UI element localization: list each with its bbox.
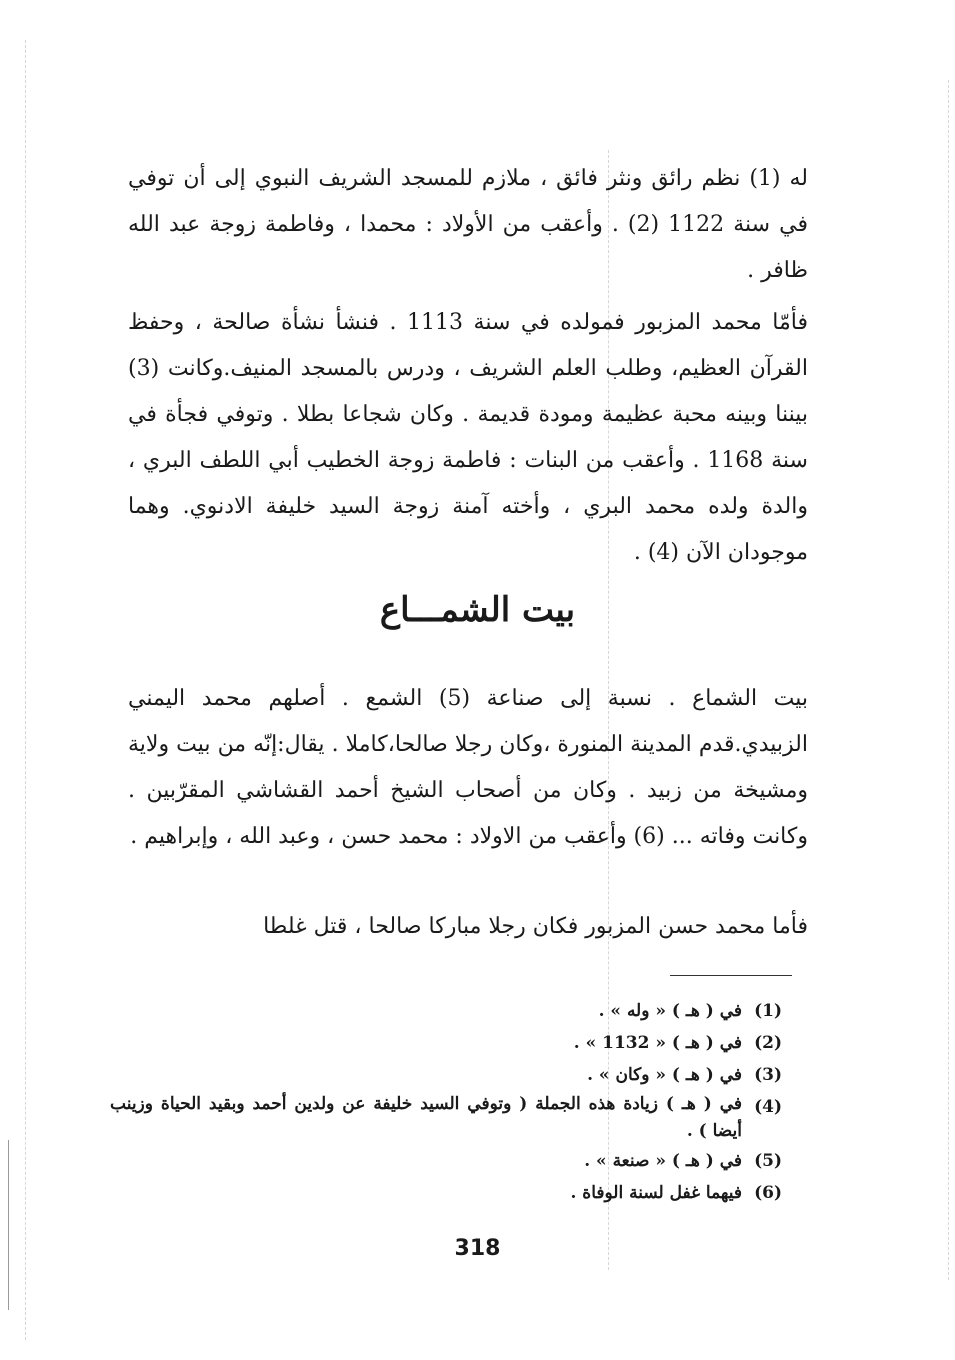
scan-edge-mark — [8, 1140, 9, 1310]
opening-paragraph — [128, 156, 808, 294]
footnote — [110, 1145, 782, 1177]
section-body-continued — [128, 904, 808, 950]
footnote-number: (1) — [754, 1001, 782, 1021]
footnote-text: في ( هـ ) « وله » . — [598, 1001, 742, 1021]
footnote-separator — [670, 975, 792, 976]
paragraph-2: فأمّا محمد المزبور فمولده في سنة 1113 . فنشأ نشأة صالحة ، وحفظ القرآن العظيم، وطلب العلم الشريف ، ودرس بالمسجد المنيف.وكانت (3) بيننا وبينه محبة عظيمة ومودة قديمة . وكان شجاعا بطلا . وتوفي فجأة في سنة 1168 . وأعقب من البنات : فاطمة زوجة الخطيب أبي اللطف البري ، والدة ولده محمد البري ، وأخته آمنة زوجة السيد خليفة الادنوي. وهما موجودان الآن (4) . — [128, 310, 808, 565]
footnote — [110, 1059, 782, 1091]
section-heading: بيت الشمـــاع — [379, 590, 576, 630]
footnote — [110, 1027, 782, 1059]
footnote — [110, 1177, 782, 1209]
footnote-text: في ( هـ ) زيادة هذه الجملة ( وتوفي السيد خليفة عن ولدين أحمد وبقيد الحياة وزينب أيضا ) . — [110, 1094, 742, 1141]
footnote-number: (5) — [754, 1151, 782, 1171]
footnote — [110, 1091, 782, 1145]
paragraph-1: له (1) نظم رائق ونثر فائق ، ملازم للمسجد الشريف النبوي إلى أن توفي في سنة 1122 (2) . وأعقب من الأولاد : محمدا ، وفاطمة زوجة عبد الله ظافر . — [128, 166, 808, 283]
page-number: 318 — [454, 1236, 501, 1261]
binding-guide-line — [25, 40, 26, 1340]
footnote-number: (2) — [754, 1033, 782, 1053]
footnote-number: (4) — [754, 1097, 782, 1117]
footnote — [110, 995, 782, 1027]
footnote-text: فيهما غفل لسنة الوفاة . — [570, 1183, 742, 1203]
section-paragraph-1: بيت الشماع . نسبة إلى صناعة (5) الشمع . أصلهم محمد اليمني الزبيدي.قدم المدينة المنورة ،وكان رجلا صالحا،كاملا . يقال:إنّه من بيت ولاية ومشيخة من زبيد . وكان من أصحاب الشيخ أحمد القشاشي المقرّبين . وكانت وفاته ... (6) وأعقب من الاولاد : محمد حسن ، وعبد الله ، وإبراهيم . — [128, 686, 808, 849]
footnote-text: في ( هـ ) « وكان » . — [587, 1065, 742, 1085]
edge-guide-line — [948, 80, 949, 1280]
section-body — [128, 676, 808, 860]
section-paragraph-2: فأما محمد حسن المزبور فكان رجلا مباركا صالحا ، قتل غلطا — [263, 914, 808, 939]
footnotes — [110, 995, 782, 1209]
footnote-text: في ( هـ ) « صنعة » . — [584, 1151, 742, 1171]
footnote-number: (6) — [754, 1183, 782, 1203]
second-paragraph — [128, 300, 808, 576]
footnote-text: في ( هـ ) « 1132 » . — [573, 1033, 742, 1053]
footnote-number: (3) — [754, 1065, 782, 1085]
